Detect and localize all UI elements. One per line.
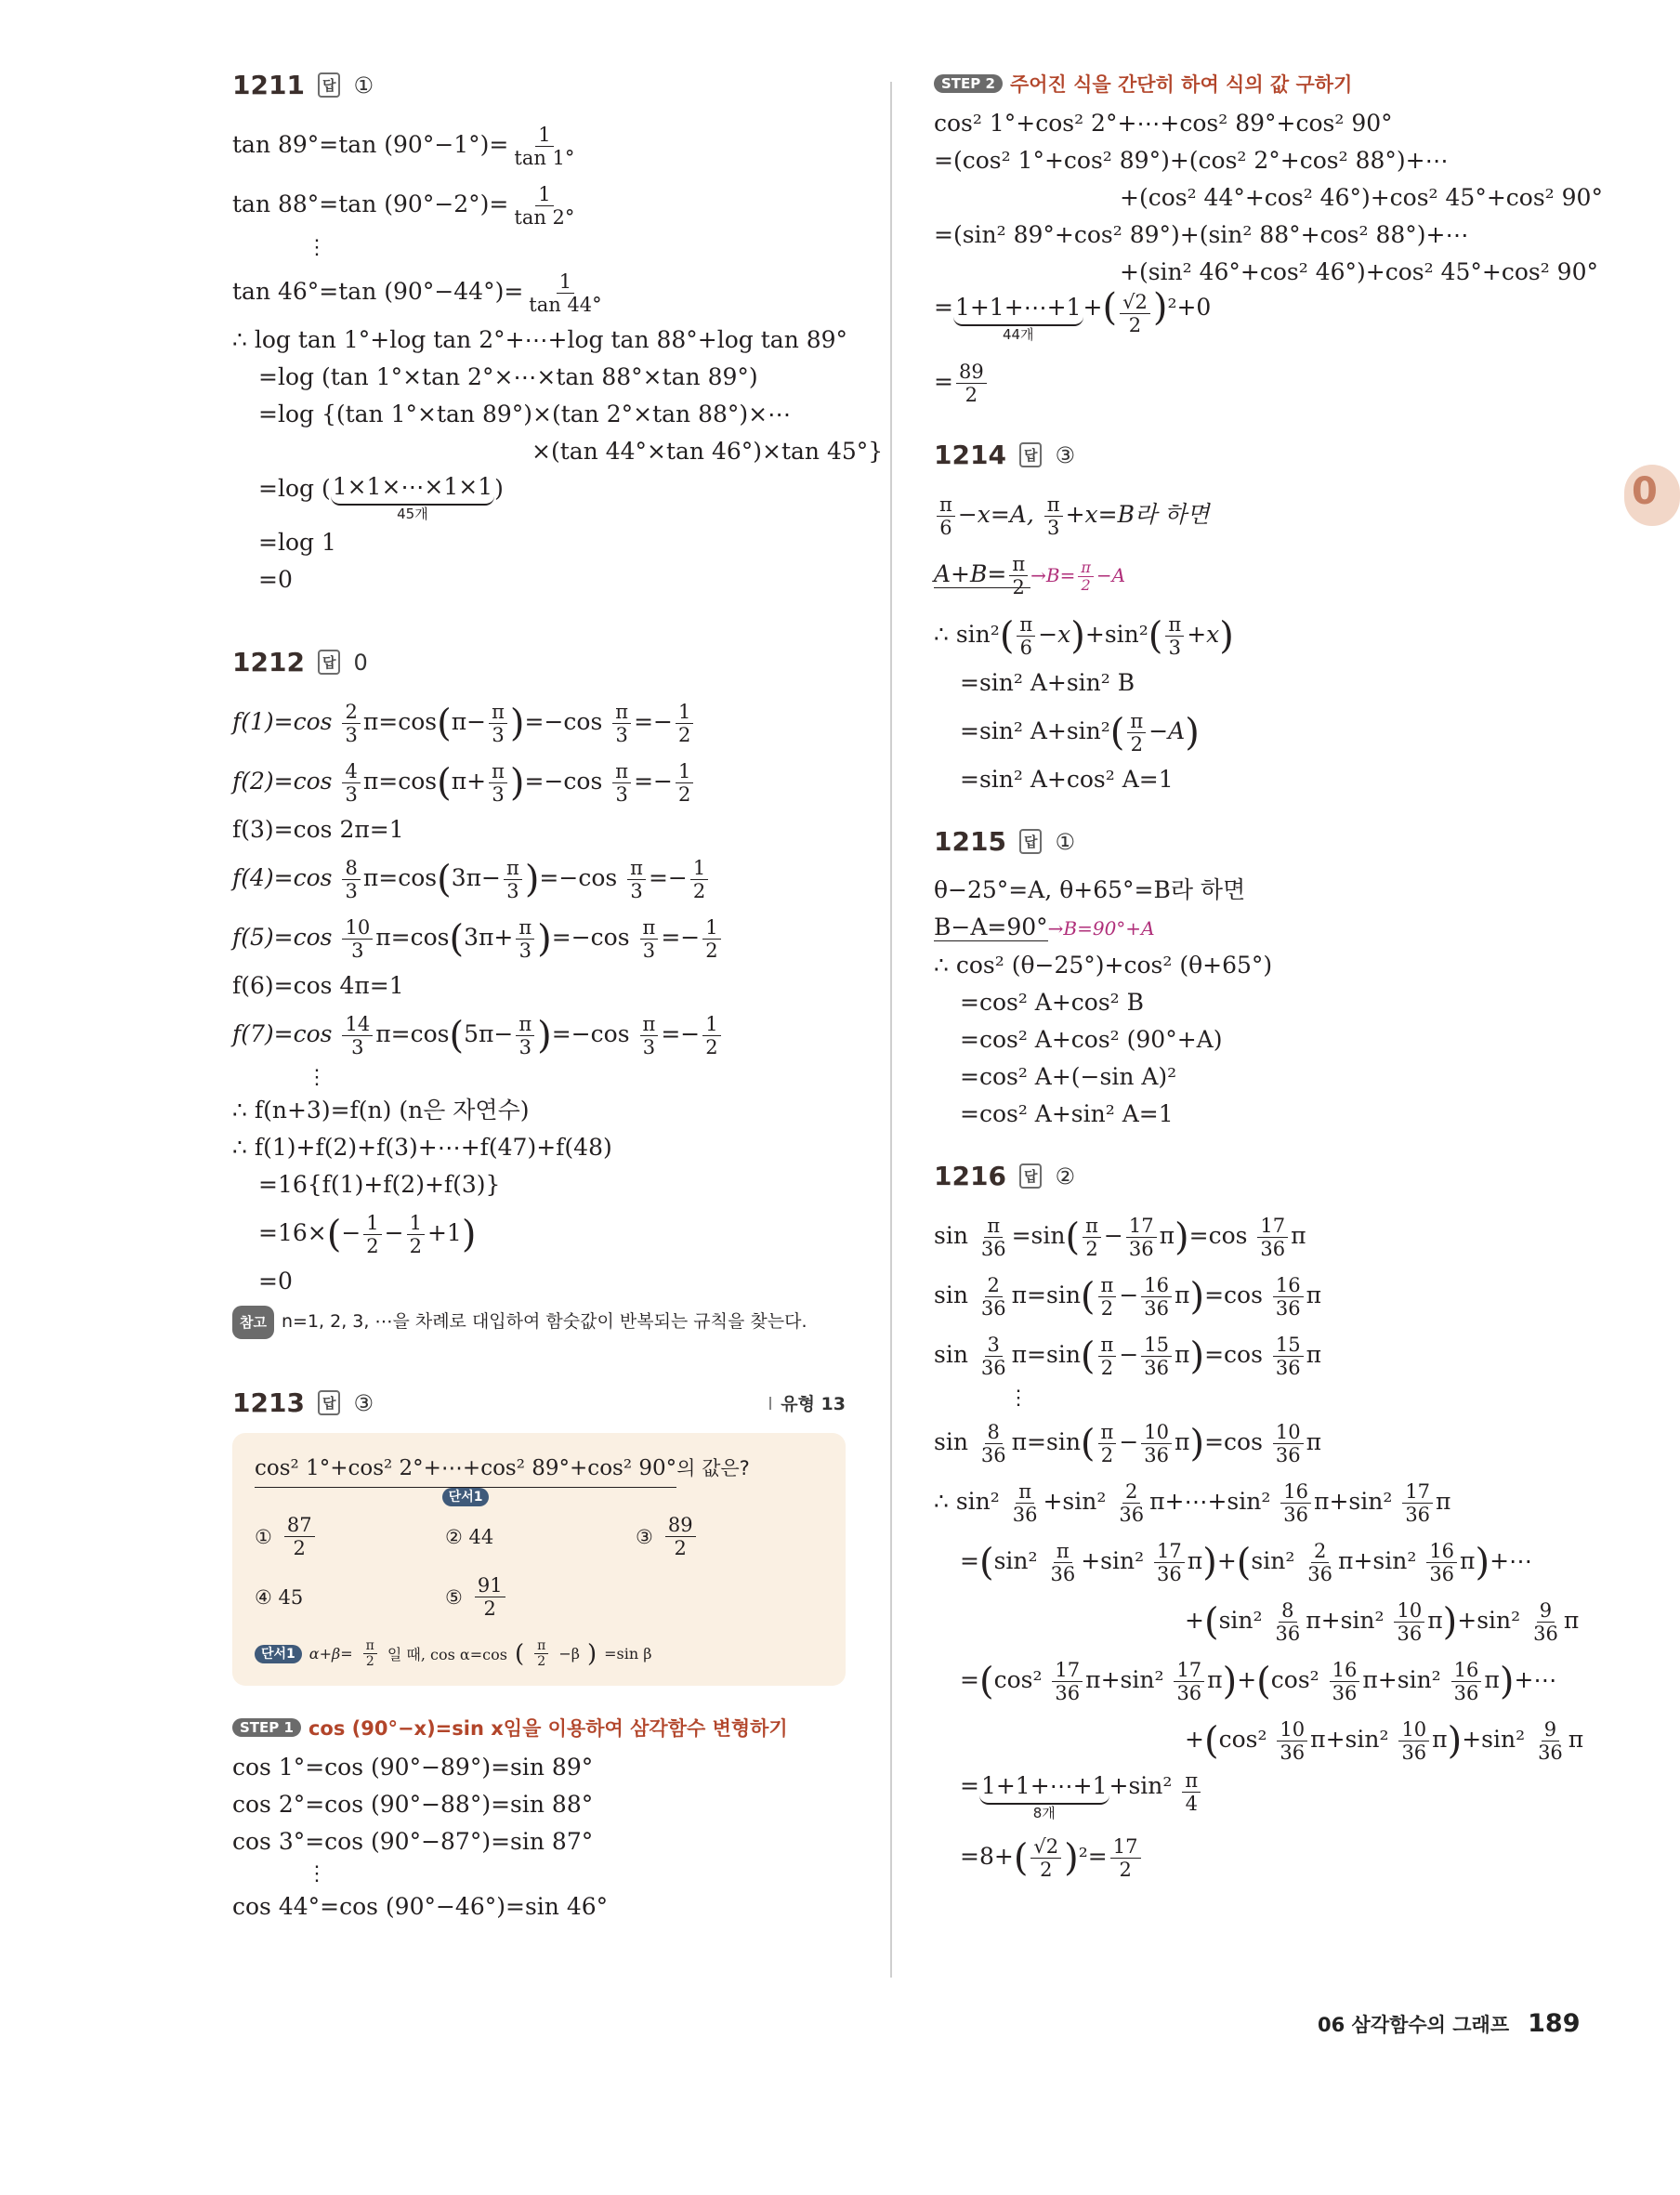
solution-line: $\frac{\pi}{6}$ −x=A, $\frac{\pi}{3}$ +x=B라 하면 <box>934 485 1556 545</box>
problem-number: 1211 <box>232 70 305 100</box>
clue-hint: 단서1 α+β= $\frac{\pi}{2}$ 일 때, cos α=cos ( $\frac{\pi}{2}$ −β ) =sin β <box>255 1638 823 1669</box>
vertical-ellipsis: ⋮ <box>307 1066 327 1089</box>
choice-2[interactable]: ② 44 <box>445 1525 494 1548</box>
solution-line: ∴ sin² $\frac{\pi}{36}$ +sin² $\frac{2}{36}$ π+⋯+sin² $\frac{16}{36}$ π+sin² $\frac{17}{36}$ π <box>934 1480 1451 1526</box>
solution-line: =sin² A+sin²( $\frac{\pi}{2}$ −A) <box>960 710 1200 756</box>
solution-line: = 1+1+⋯+1 8개 +sin² $\frac{\pi}{4}$ <box>934 1769 1556 1827</box>
substitution-note: B=90°+A <box>1063 917 1155 940</box>
answer-value: ③ <box>1055 441 1075 468</box>
vertical-ellipsis: ⋮ <box>1008 1387 1029 1410</box>
question-box <box>232 1433 846 1686</box>
solution-line: tan 88°=tan (90°−2°)= $\frac{1}{\tan 2^\circ}$ <box>232 183 575 229</box>
solution-line: f(7)=cos $\frac{14}{3}$ π=cos(5π− $\frac{\pi}{3}$ )=−cos $\frac{\pi}{3}$ =− $\frac{1}{2}$ <box>232 1005 846 1064</box>
vertical-ellipsis: ⋮ <box>307 1862 327 1886</box>
page-number: 189 <box>1528 2009 1581 2038</box>
choice-4[interactable]: ④ 45 <box>255 1585 304 1609</box>
solution-line: θ−25°=A, θ+65°=B라 하면 <box>934 876 1246 903</box>
solution-line: =(cos² $\frac{17}{36}$ π+sin² $\frac{17}{36}$ π)+(cos² $\frac{16}{36}$ π+sin² $\frac{16}{36}$ π)+⋯ <box>960 1659 1557 1704</box>
solution-line: f(3)=cos 2π=1 <box>232 816 404 843</box>
solution-line: ∴ sin²( $\frac{\pi}{6}$ −x)+sin²( $\frac{\pi}{3}$ +x) <box>934 613 1234 659</box>
underbrace: 1×1×⋯×1×1 45개 <box>331 470 494 522</box>
choice-5[interactable]: ⑤ $\frac{91}{2}$ <box>445 1574 636 1620</box>
note-tag: 참고 <box>232 1306 274 1339</box>
solution-line: =(sin² $\frac{\pi}{36}$ +sin² $\frac{17}{36}$ π)+(sin² $\frac{2}{36}$ π+sin² $\frac{16}{36}$ π)+⋯ <box>960 1540 1533 1585</box>
solution-line: sin $\frac{8}{36}$ π=sin( $\frac{\pi}{2}$ − $\frac{10}{36}$ π)=cos $\frac{10}{36}$ π <box>934 1421 1322 1466</box>
solution-line: +(sin² 46°+cos² 46°)+cos² 45°+cos² 90° <box>1120 258 1598 285</box>
solution-line: cos 1°=cos (90°−89°)=sin 89° <box>232 1754 594 1781</box>
clue-badge: 단서1 <box>442 1488 490 1506</box>
solution-line: = 1+1+⋯+1 44개 +( $\frac{√2}{2}$ )²+0 <box>934 286 1212 343</box>
solution-line: f(1)=cos $\frac{2}{3}$ π=cos(π− $\frac{\pi}{3}$ )=−cos $\frac{\pi}{3}$ =− $\frac{1}{2}$ <box>232 692 846 752</box>
solution-line: =cos² A+cos² B <box>960 989 1145 1016</box>
step-1-heading: STEP 1 cos (90°−x)=sin x임을 이용하여 삼각함수 변형하기 <box>232 1714 846 1742</box>
solution-line: =16{f(1)+f(2)+f(3)} <box>258 1171 501 1198</box>
solution-line: ∴ cos² (θ−25°)+cos² (θ+65°) <box>934 952 1273 979</box>
solution-line: tan 46°=tan (90°−44°)= $\frac{1}{\tan 44^\circ}$ <box>232 270 602 316</box>
problem-1211 <box>232 70 884 598</box>
step-2-heading: STEP 2 주어진 식을 간단히 하여 식의 값 구하기 <box>934 70 1556 98</box>
solution-line: cos² 1°+cos² 2°+⋯+cos² 89°+cos² 90° <box>934 110 1393 137</box>
problem-number: 1215 <box>934 826 1006 857</box>
solution-line: f(4)=cos $\frac{8}{3}$ π=cos(3π− $\frac{\pi}{3}$ )=−cos $\frac{\pi}{3}$ =− $\frac{1}{2}$ <box>232 848 846 908</box>
answer-tag: 답 <box>318 72 341 98</box>
problem-1216 <box>934 1161 1584 1886</box>
answer-value: ③ <box>353 1389 374 1416</box>
solution-line: =8+( $\frac{√2}{2}$ )²= $\frac{17}{2}$ <box>934 1827 1556 1886</box>
problem-1213-continued <box>934 70 1603 412</box>
solution-line: +(cos² $\frac{10}{36}$ π+sin² $\frac{10}{36}$ π)+sin² $\frac{9}{36}$ π <box>1185 1718 1584 1764</box>
chapter-title: 06 삼각함수의 그래프 <box>1318 2014 1510 2036</box>
solution-line: =log 1 <box>258 529 336 556</box>
problem-number: 1214 <box>934 440 1006 470</box>
solution-line: =0 <box>258 1268 293 1295</box>
choice-3[interactable]: ③ $\frac{89}{2}$ <box>636 1514 826 1559</box>
solution-line: tan 89°=tan (90°−1°)= $\frac{1}{\tan 1^\circ}$ <box>232 124 575 169</box>
solution-line: f(2)=cos $\frac{4}{3}$ π=cos(π+ $\frac{\pi}{3}$ )=−cos $\frac{\pi}{3}$ =− $\frac{1}{2}$ <box>232 752 846 811</box>
left-column <box>232 70 884 1926</box>
answer-tag: 답 <box>318 1390 341 1415</box>
solution-line: cos 2°=cos (90°−88°)=sin 88° <box>232 1791 594 1818</box>
solution-line: =log {(tan 1°×tan 89°)×(tan 2°×tan 88°)×⋯ <box>258 401 792 427</box>
solution-line: +(sin² $\frac{8}{36}$ π+sin² $\frac{10}{36}$ π)+sin² $\frac{9}{36}$ π <box>1185 1599 1580 1645</box>
page-footer <box>1318 2009 1581 2038</box>
problem-1212 <box>232 647 846 1339</box>
answer-value: ① <box>353 72 374 99</box>
solution-line: = $\frac{89}{2}$ <box>934 352 1556 412</box>
solution-line: ∴ f(n+3)=f(n) (n은 자연수) <box>232 1097 530 1124</box>
solution-line: B−A=90°→B=90°+A <box>934 913 1155 940</box>
solution-line: =sin² A+sin² B <box>960 669 1135 696</box>
solution-line: sin $\frac{\pi}{36}$ =sin( $\frac{\pi}{2}$ − $\frac{17}{36}$ π)=cos $\frac{17}{36}$ π <box>934 1215 1306 1260</box>
question-text: cos² 1°+cos² 2°+⋯+cos² 89°+cos² 90° 단서1 의 값은? <box>255 1450 823 1506</box>
solution-line: cos 3°=cos (90°−87°)=sin 87° <box>232 1828 594 1855</box>
solution-line: f(6)=cos 4π=1 <box>232 972 404 999</box>
answer-value: 0 <box>353 649 368 676</box>
column-divider <box>890 82 892 1978</box>
problem-type-tag: 유형 13 <box>769 1390 846 1415</box>
step-badge: STEP 2 <box>934 74 1003 93</box>
solution-line: ×(tan 44°×tan 46°)×tan 45°} <box>532 438 884 465</box>
answer-tag: 답 <box>318 650 341 675</box>
answer-tag: 답 <box>1019 829 1043 854</box>
substitution-note: B= $\frac{\pi}{2}$ −A <box>1045 559 1126 594</box>
step-badge: STEP 1 <box>232 1718 301 1737</box>
solution-line: cos 44°=cos (90°−46°)=sin 46° <box>232 1893 609 1920</box>
answer-tag: 답 <box>1019 442 1043 467</box>
solution-line: sin $\frac{3}{36}$ π=sin( $\frac{\pi}{2}$ − $\frac{15}{36}$ π)=cos $\frac{15}{36}$ π <box>934 1334 1322 1379</box>
problem-1213 <box>232 1387 846 1926</box>
answer-value: ① <box>1055 828 1075 855</box>
reference-note: 참고 n=1, 2, 3, ⋯을 차례로 대입하여 함숫값이 반복되는 규칙을 찾는다. <box>232 1306 846 1339</box>
solution-line: =log ( 1×1×⋯×1×1 45개 ) <box>232 470 846 524</box>
solution-line: ∴ f(1)+f(2)+f(3)+⋯+f(47)+f(48) <box>232 1134 612 1161</box>
answer-choices <box>255 1514 823 1620</box>
arrow-icon: → <box>1030 564 1046 586</box>
choice-1[interactable]: ① $\frac{87}{2}$ <box>255 1514 445 1559</box>
solution-line: =0 <box>258 566 293 593</box>
answer-tag: 답 <box>1019 1163 1043 1189</box>
solution-line: ∴ log tan 1°+log tan 2°+⋯+log tan 88°+log tan 89° <box>232 326 848 353</box>
chapter-side-tab: 0 <box>1624 465 1680 526</box>
answer-value: ② <box>1055 1163 1075 1190</box>
right-column <box>934 70 1603 1886</box>
solution-line: f(5)=cos $\frac{10}{3}$ π=cos(3π+ $\frac{\pi}{3}$ )=−cos $\frac{\pi}{3}$ =− $\frac{1}{2}$ <box>232 908 846 967</box>
solution-line: =sin² A+cos² A=1 <box>960 766 1174 793</box>
solution-line: sin $\frac{2}{36}$ π=sin( $\frac{\pi}{2}$ − $\frac{16}{36}$ π)=cos $\frac{16}{36}$ π <box>934 1274 1322 1320</box>
solution-line: =cos² A+(−sin A)² <box>960 1063 1177 1090</box>
problem-1214 <box>934 440 1556 798</box>
solution-line: +(cos² 44°+cos² 46°)+cos² 45°+cos² 90° <box>1120 184 1603 211</box>
solution-line: =log (tan 1°×tan 2°×⋯×tan 88°×tan 89°) <box>258 363 758 390</box>
underbrace: 1+1+⋯+1 44개 <box>953 291 1083 343</box>
vertical-ellipsis: ⋮ <box>307 236 327 259</box>
solution-line: =(cos² 1°+cos² 89°)+(cos² 2°+cos² 88°)+⋯ <box>934 147 1449 174</box>
solution-line: =(sin² 89°+cos² 89°)+(sin² 88°+cos² 88°)+⋯ <box>934 221 1469 248</box>
problem-1215 <box>934 826 1556 1133</box>
arrow-icon: → <box>1047 917 1064 940</box>
problem-number: 1213 <box>232 1387 305 1418</box>
underbrace: 1+1+⋯+1 8개 <box>979 1769 1109 1821</box>
solution-line: =cos² A+cos² (90°+A) <box>960 1026 1223 1053</box>
problem-number: 1212 <box>232 647 305 677</box>
solution-line: =16×(− $\frac{1}{2}$ − $\frac{1}{2}$ +1) <box>258 1212 477 1257</box>
solution-line: A+B= $\frac{\pi}{2}$ →B= $\frac{\pi}{2}$ −A <box>934 553 1126 598</box>
solution-line: =cos² A+sin² A=1 <box>960 1100 1174 1127</box>
problem-number: 1216 <box>934 1161 1006 1191</box>
